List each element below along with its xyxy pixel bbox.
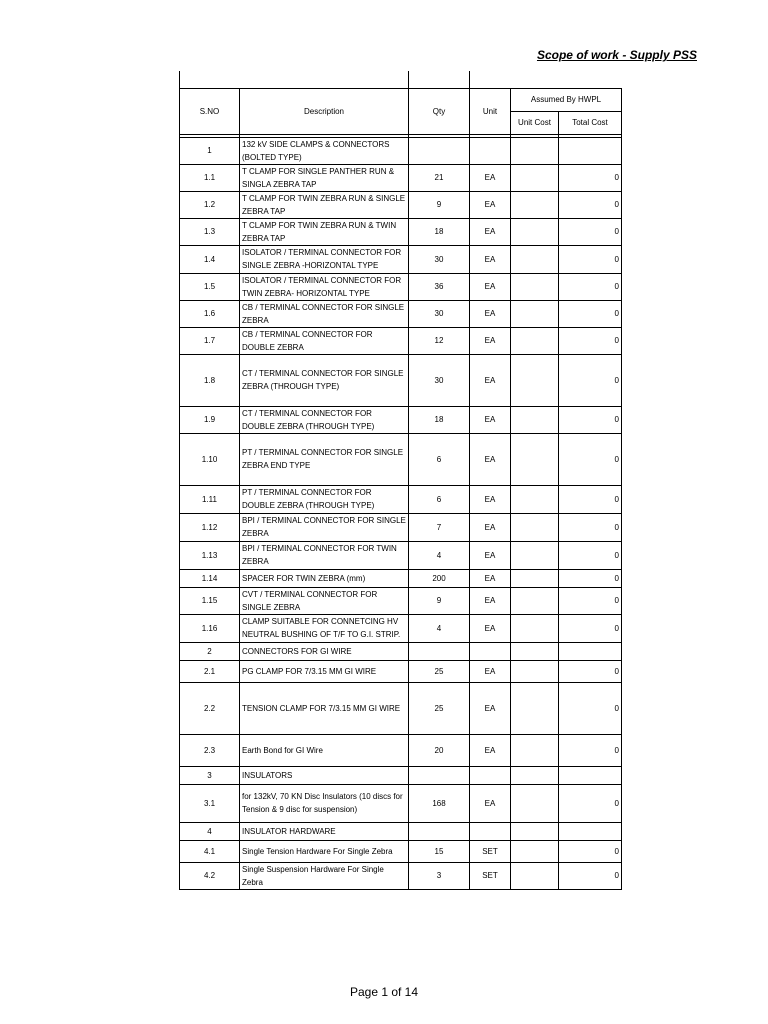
cell-total-cost (559, 642, 622, 660)
table-row (180, 642, 622, 660)
cell-qty: 21 (409, 164, 470, 191)
cell-qty: 25 (409, 682, 470, 734)
scope-table-wrap (179, 71, 621, 890)
cell-total-cost (559, 822, 622, 840)
cell-qty: 6 (409, 485, 470, 513)
cell-qty: 18 (409, 218, 470, 245)
cell-qty: 30 (409, 354, 470, 406)
cell-sno: 1.10 (180, 433, 240, 485)
page-footer: Page 1 of 14 (349, 985, 419, 999)
table-row (180, 327, 622, 354)
table-row (180, 137, 622, 164)
cell-description: INSULATOR HARDWARE (240, 822, 409, 840)
cell-total-cost: 0 (559, 660, 622, 682)
cell-total-cost: 0 (559, 485, 622, 513)
scope-table (179, 71, 622, 890)
cell-total-cost: 0 (559, 406, 622, 433)
cell-sno: 4.2 (180, 862, 240, 889)
cell-description: for 132kV, 70 KN Disc Insulators (10 discs for Tension & 9 disc for suspension) (240, 784, 409, 822)
cell-sno: 2 (180, 642, 240, 660)
cell-unit-cost (511, 541, 559, 569)
col-header-total-cost: Total Cost (559, 111, 622, 134)
cell-total-cost: 0 (559, 734, 622, 766)
cell-total-cost: 0 (559, 784, 622, 822)
col-header-unit: Unit (470, 88, 511, 134)
cell-total-cost: 0 (559, 164, 622, 191)
cell-description: T CLAMP FOR TWIN ZEBRA RUN & SINGLE ZEBRA TAP (240, 191, 409, 218)
cell-sno: 1.5 (180, 273, 240, 300)
cell-description: CT / TERMINAL CONNECTOR FOR SINGLE ZEBRA (THROUGH TYPE) (240, 354, 409, 406)
cell-total-cost: 0 (559, 587, 622, 614)
col-header-sno: S.NO (180, 88, 240, 134)
cell-qty: 4 (409, 614, 470, 642)
cell-unit-cost (511, 513, 559, 541)
cell-unit-cost (511, 485, 559, 513)
table-row (180, 784, 622, 822)
cell-description: BPI / TERMINAL CONNECTOR FOR SINGLE ZEBRA (240, 513, 409, 541)
cell-unit: SET (470, 840, 511, 862)
table-row (180, 245, 622, 273)
cell-sno: 2.2 (180, 682, 240, 734)
cell-qty: 9 (409, 191, 470, 218)
cell-qty: 9 (409, 587, 470, 614)
cell-total-cost: 0 (559, 300, 622, 327)
table-row (180, 682, 622, 734)
cell-total-cost: 0 (559, 327, 622, 354)
header-row-1 (180, 88, 622, 111)
table-row (180, 354, 622, 406)
cell-sno: 3 (180, 766, 240, 784)
cell-sno: 4 (180, 822, 240, 840)
cell-description: INSULATORS (240, 766, 409, 784)
cell-total-cost: 0 (559, 614, 622, 642)
cell-unit (470, 822, 511, 840)
cell-qty: 6 (409, 433, 470, 485)
cell-sno: 4.1 (180, 840, 240, 862)
cell-unit-cost (511, 218, 559, 245)
cell-sno: 1.13 (180, 541, 240, 569)
cell-total-cost: 0 (559, 245, 622, 273)
cell-description: T CLAMP FOR TWIN ZEBRA RUN & TWIN ZEBRA TAP (240, 218, 409, 245)
cell-qty: 3 (409, 862, 470, 889)
cell-unit-cost (511, 766, 559, 784)
cell-unit-cost (511, 822, 559, 840)
cell-unit: EA (470, 541, 511, 569)
page-title: Scope of work - Supply PSS (536, 48, 697, 62)
table-row (180, 164, 622, 191)
cell-unit-cost (511, 840, 559, 862)
table-row (180, 218, 622, 245)
cell-description: CLAMP SUITABLE FOR CONNETCING HV NEUTRAL BUSHING OF T/F TO G.I. STRIP. (240, 614, 409, 642)
table-row (180, 433, 622, 485)
cell-sno: 1.7 (180, 327, 240, 354)
cell-unit-cost (511, 614, 559, 642)
table-row (180, 822, 622, 840)
cell-unit-cost (511, 569, 559, 587)
cell-qty (409, 642, 470, 660)
cell-description: 132 kV SIDE CLAMPS & CONNECTORS (BOLTED TYPE) (240, 137, 409, 164)
cell-unit: EA (470, 273, 511, 300)
table-row (180, 485, 622, 513)
cell-qty: 200 (409, 569, 470, 587)
cell-sno: 1.16 (180, 614, 240, 642)
cell-total-cost: 0 (559, 682, 622, 734)
cell-unit: EA (470, 218, 511, 245)
cell-sno: 1.11 (180, 485, 240, 513)
cell-qty (409, 137, 470, 164)
cell-description: Single Tension Hardware For Single Zebra (240, 840, 409, 862)
cell-total-cost: 0 (559, 569, 622, 587)
col-header-group: Assumed By HWPL (511, 88, 622, 111)
cell-unit: EA (470, 485, 511, 513)
cell-sno: 1.3 (180, 218, 240, 245)
cell-qty: 168 (409, 784, 470, 822)
table-row (180, 541, 622, 569)
cell-description: CONNECTORS FOR GI WIRE (240, 642, 409, 660)
cell-sno: 1.6 (180, 300, 240, 327)
table-row (180, 273, 622, 300)
cell-qty: 20 (409, 734, 470, 766)
cell-unit-cost (511, 784, 559, 822)
cell-unit-cost (511, 354, 559, 406)
table-row (180, 191, 622, 218)
cell-description: CB / TERMINAL CONNECTOR FOR SINGLE ZEBRA (240, 300, 409, 327)
cell-qty: 4 (409, 541, 470, 569)
col-header-description: Description (240, 88, 409, 134)
cell-total-cost: 0 (559, 541, 622, 569)
cell-total-cost: 0 (559, 218, 622, 245)
cell-description: TENSION CLAMP FOR 7/3.15 MM GI WIRE (240, 682, 409, 734)
cell-unit-cost (511, 642, 559, 660)
cell-total-cost (559, 766, 622, 784)
cell-unit: EA (470, 734, 511, 766)
cell-unit: EA (470, 614, 511, 642)
table-row (180, 587, 622, 614)
cell-unit: EA (470, 354, 511, 406)
cell-qty: 7 (409, 513, 470, 541)
table-row (180, 300, 622, 327)
cell-unit-cost (511, 862, 559, 889)
cell-unit-cost (511, 137, 559, 164)
cell-description: T CLAMP FOR SINGLE PANTHER RUN & SINGLA ZEBRA TAP (240, 164, 409, 191)
cell-sno: 1.8 (180, 354, 240, 406)
cell-unit-cost (511, 164, 559, 191)
cell-unit-cost (511, 406, 559, 433)
col-header-qty: Qty (409, 88, 470, 134)
cell-unit-cost (511, 245, 559, 273)
cell-total-cost: 0 (559, 354, 622, 406)
cell-unit: EA (470, 327, 511, 354)
cell-unit: EA (470, 587, 511, 614)
cell-unit (470, 766, 511, 784)
cell-sno: 1 (180, 137, 240, 164)
cell-unit-cost (511, 433, 559, 485)
cell-total-cost (559, 137, 622, 164)
cell-total-cost: 0 (559, 191, 622, 218)
cell-unit-cost (511, 682, 559, 734)
table-row (180, 734, 622, 766)
cell-unit-cost (511, 734, 559, 766)
cell-total-cost: 0 (559, 513, 622, 541)
cell-sno: 2.3 (180, 734, 240, 766)
cell-qty: 30 (409, 245, 470, 273)
cell-sno: 1.14 (180, 569, 240, 587)
cell-sno: 1.2 (180, 191, 240, 218)
cell-description: PT / TERMINAL CONNECTOR FOR SINGLE ZEBRA END TYPE (240, 433, 409, 485)
cell-unit-cost (511, 300, 559, 327)
cell-unit-cost (511, 191, 559, 218)
cell-sno: 1.4 (180, 245, 240, 273)
cell-unit-cost (511, 327, 559, 354)
table-row (180, 660, 622, 682)
cell-unit-cost (511, 660, 559, 682)
cell-unit: EA (470, 300, 511, 327)
table-row (180, 840, 622, 862)
cell-description: PT / TERMINAL CONNECTOR FOR DOUBLE ZEBRA (THROUGH TYPE) (240, 485, 409, 513)
cell-sno: 1.1 (180, 164, 240, 191)
cell-unit: EA (470, 513, 511, 541)
cell-description: Single Suspension Hardware For Single Zebra (240, 862, 409, 889)
cell-unit: EA (470, 245, 511, 273)
cell-qty: 12 (409, 327, 470, 354)
table-row (180, 513, 622, 541)
cell-sno: 2.1 (180, 660, 240, 682)
cell-qty (409, 822, 470, 840)
col-header-unit-cost: Unit Cost (511, 111, 559, 134)
table-row (180, 766, 622, 784)
cell-unit: EA (470, 569, 511, 587)
cell-unit: EA (470, 406, 511, 433)
cell-total-cost: 0 (559, 273, 622, 300)
cell-total-cost: 0 (559, 862, 622, 889)
cell-qty: 30 (409, 300, 470, 327)
cell-sno: 1.9 (180, 406, 240, 433)
cell-description: CT / TERMINAL CONNECTOR FOR DOUBLE ZEBRA (THROUGH TYPE) (240, 406, 409, 433)
cell-qty: 25 (409, 660, 470, 682)
cell-unit: EA (470, 191, 511, 218)
table-row (180, 614, 622, 642)
cell-unit (470, 642, 511, 660)
cell-unit-cost (511, 273, 559, 300)
cell-description: ISOLATOR / TERMINAL CONNECTOR FOR SINGLE ZEBRA -HORIZONTAL TYPE (240, 245, 409, 273)
table-row (180, 569, 622, 587)
cell-sno: 1.12 (180, 513, 240, 541)
cell-sno: 1.15 (180, 587, 240, 614)
cell-unit: EA (470, 164, 511, 191)
cell-description: Earth Bond for GI Wire (240, 734, 409, 766)
cell-unit: EA (470, 660, 511, 682)
cell-total-cost: 0 (559, 840, 622, 862)
cell-description: ISOLATOR / TERMINAL CONNECTOR FOR TWIN ZEBRA- HORIZONTAL TYPE (240, 273, 409, 300)
cell-qty: 18 (409, 406, 470, 433)
cell-description: CVT / TERMINAL CONNECTOR FOR SINGLE ZEBRA (240, 587, 409, 614)
cell-description: CB / TERMINAL CONNECTOR FOR DOUBLE ZEBRA (240, 327, 409, 354)
table-row (180, 862, 622, 889)
cell-qty (409, 766, 470, 784)
cell-unit-cost (511, 587, 559, 614)
cell-qty: 36 (409, 273, 470, 300)
cell-total-cost: 0 (559, 433, 622, 485)
cell-description: SPACER FOR TWIN ZEBRA (mm) (240, 569, 409, 587)
table-body (180, 137, 622, 889)
cell-description: PG CLAMP FOR 7/3.15 MM GI WIRE (240, 660, 409, 682)
table-top-spacer (180, 71, 622, 88)
cell-unit (470, 137, 511, 164)
cell-unit: EA (470, 682, 511, 734)
cell-sno: 3.1 (180, 784, 240, 822)
cell-unit: EA (470, 433, 511, 485)
cell-description: BPI / TERMINAL CONNECTOR FOR TWIN ZEBRA (240, 541, 409, 569)
cell-qty: 15 (409, 840, 470, 862)
cell-unit: SET (470, 862, 511, 889)
table-row (180, 406, 622, 433)
cell-unit: EA (470, 784, 511, 822)
